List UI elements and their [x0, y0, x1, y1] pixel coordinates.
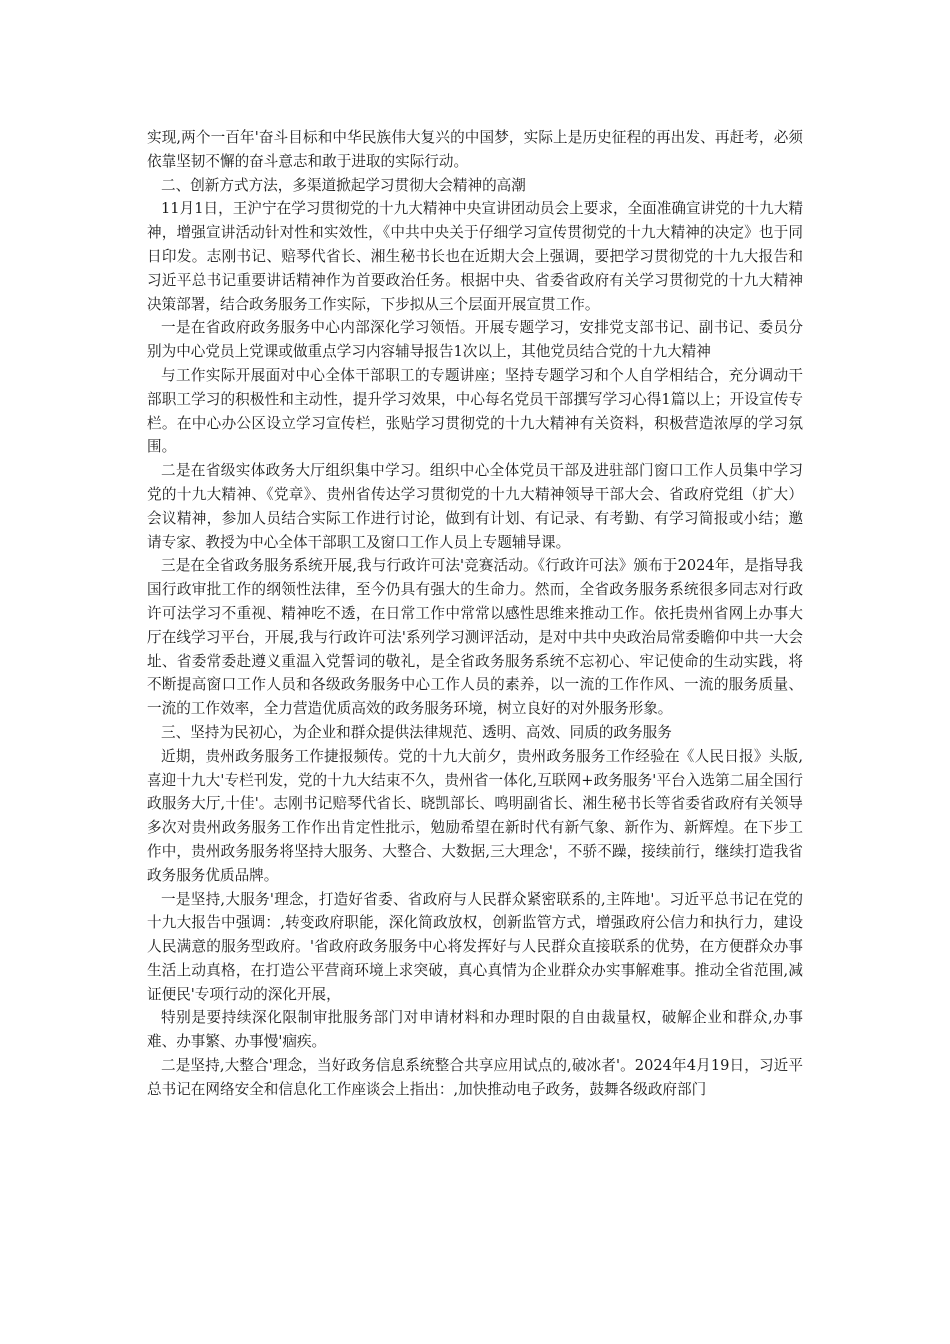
paragraph: 一是在省政府政务服务中心内部深化学习领悟。开展专题学习，安排党支部书记、副书记、委员分别为中心党员上党课或做重点学习内容辅导报告1次以上，其他党员结合党的十九大精神: [147, 319, 803, 361]
paragraph-continuation: 实现,两个一百年'奋斗目标和中华民族伟大复兴的中国梦，实际上是历史征程的再出发、再赶考，必须依靠坚韧不懈的奋斗意志和敢于进取的实际行动。: [147, 129, 803, 170]
paragraph: 三是在全省政务服务系统开展,我与行政许可法'竞赛活动。《行政许可法》颁布于2024年，是指导我国行政审批工作的纲领性法律，至今仍具有强大的生命力。然而，全省政务服务系统很多同志对行政许可法学习不重视、精神吃不透，在日常工作中常常以感性思维来推动工作。依托贵州省网上办事大厅在线学习平台，开展,我与行政许可法'系列学习测评活动，是对中共中央政治局常委瞻仰中共一大会址、省委常委赴遵义重温入党誓词的敬礼，是全省政务服务系统不忘初心、牢记使命的生动实践，将不断提高窗口工作人员和各级政务服务中心工作人员的素养，以一流的工作作风、一流的服务质量、一流的工作效率，全力营造优质高效的政务服务环境，树立良好的对外服务形象。: [147, 557, 803, 718]
section-heading-3: 三、坚持为民初心，为企业和群众提供法律规范、透明、高效、同质的政务服务: [161, 723, 672, 741]
section-heading-2: 二、创新方式方法，多渠道掀起学习贯彻大会精神的高潮: [161, 176, 526, 194]
paragraph: 与工作实际开展面对中心全体干部职工的专题讲座；坚持专题学习和个人自学相结合，充分调动干部职工学习的积极性和主动性，提升学习效果，中心每名党员干部撰写学习心得1篇以上；开设宣传专栏。在中心办公区设立学习宣传栏，张贴学习贯彻党的十九大精神有关资料，积极营造浓厚的学习氛围。: [147, 366, 803, 456]
paragraph: 11月1日，王沪宁在学习贯彻党的十九大精神中央宣讲团动员会上要求，全面准确宣讲党的十九大精神，增强宣讲活动针对性和实效性，《中共中央关于仔细学习宣传贯彻党的十九大精神的决定》也于同日印发。志刚书记、赔琴代省长、湘生秘书长也在近期大会上强调，要把学习贯彻党的十九大报告和习近平总书记重要讲话精神作为首要政治任务。根据中央、省委省政府有关学习贯彻党的十九大精神决策部署，结合政务服务工作实际，下步拟从三个层面开展宣贯工作。: [147, 200, 803, 313]
paragraph: 特别是要持续深化限制审批服务部门对申请材料和办理时限的自由裁量权，破解企业和群众,办事难、办事繁、办事慢'痼疾。: [147, 1009, 803, 1051]
paragraph: 一是坚持,大服务'理念，打造好省委、省政府与人民群众紧密联系的,主阵地'。习近平总书记在党的十九大报告中强调：,转变政府职能，深化简政放权，创新监管方式，增强政府公信力和执行力，建设人民满意的服务型政府。'省政府政务服务中心将发挥好与人民群众直接联系的优势，在方便群众办事生活上动真格，在打造公平营商环境上求突破，真心真情为企业群众办实事解难事。推动全省范围,减证便民'专项行动的深化开展，: [147, 890, 803, 1003]
paragraph: 二是坚持,大整合'理念，当好政务信息系统整合共享应用试点的,破冰者'。2024年4月19日，习近平总书记在网络安全和信息化工作座谈会上指出：,加快推动电子政务，鼓舞各级政府部门: [147, 1057, 803, 1098]
paragraph: 二是在省级实体政务大厅组织集中学习。组织中心全体党员干部及进驻部门窗口工作人员集中学习党的十九大精神、《党章》、贵州省传达学习贯彻党的十九大精神领导干部大会、省政府党组（扩大）会议精神，参加人员结合实际工作进行讨论，做到有计划、有记录、有考勤、有学习简报或小结；邀请专家、教授为中心全体干部职工及窗口工作人员上专题辅导课。: [147, 462, 803, 551]
document-body: [147, 126, 803, 1102]
paragraph: 近期，贵州政务服务工作捷报频传。党的十九大前夕，贵州政务服务工作经验在《人民日报》头版,喜迎十九大'专栏刊发，党的十九大结束不久，贵州省一体化,互联网+政务服务'平台入选第二届全国行政服务大厅,十佳'。志刚书记赔琴代省长、晓凯部长、鸣明副省长、湘生秘书长等省委省政府有关领导多次对贵州政务服务工作作出肯定性批示，勉励希望在新时代有新气象、新作为、新辉煌。在下步工作中，贵州政务服务将坚持大服务、大整合、大数据,三大理念'，不骄不躁，接续前行，继续打造我省政务服务优质品牌。: [147, 747, 803, 884]
